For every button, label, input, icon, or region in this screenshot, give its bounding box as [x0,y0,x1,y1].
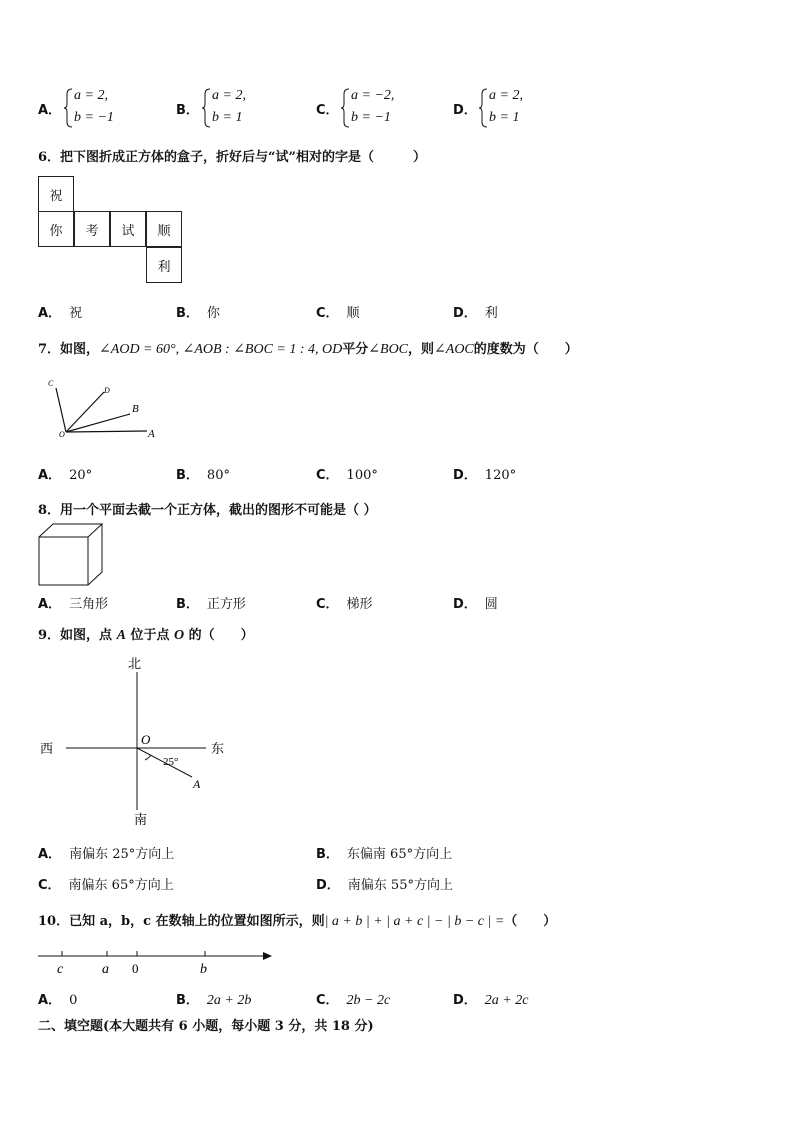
q5-c-line2: b = −1 [351,110,391,125]
q8-stem: 8．用一个平面去截一个正方体，截出的图形不可能是（ ） [38,503,377,518]
ray-ob [66,414,130,432]
cube-front [39,537,88,585]
label-angle: 25° [163,756,179,768]
net-cell-3: 考 [74,211,110,247]
ray-oa [66,431,147,432]
q6-option-d: D． 利 [453,306,498,321]
brace-icon [202,88,212,128]
ray-od [66,392,104,432]
ray-oc [56,388,66,432]
q10-option-d: D． 2a + 2c [453,993,529,1008]
q5-option-c: C． [316,103,339,118]
q10-option-a: A． 0 [38,993,78,1008]
brace-icon [64,88,74,128]
label-d: D [104,386,110,395]
label-south: 南 [134,813,148,828]
q9-stem: 9．如图，点 A 位于点 O 的（ ） [38,628,254,643]
angle-arc [145,755,151,760]
q5-b-line2: b = 1 [212,110,243,125]
brace-icon [341,88,351,128]
label-a: A [193,777,201,791]
q7-option-d: D． 120° [453,468,517,483]
label-b: B [132,403,139,415]
q9-option-d: D． 南偏东 55°方向上 [316,878,453,893]
q5-a-line1: a = 2, [74,88,108,103]
compass-figure [36,652,236,832]
net-cell-6: 利 [146,247,182,283]
q5-option-d: D． [453,103,477,118]
label-c: C [48,379,54,388]
q6-option-b: B． 你 [176,306,220,321]
label-west: 西 [40,742,54,757]
section-heading: 二、填空题(本大题共有 6 小题，每小题 3 分，共 18 分) [38,1019,374,1034]
axis-label-a: a [102,962,109,977]
q8-option-b: B． 正方形 [176,597,246,612]
q5-c-line1: a = −2, [351,88,395,103]
q5-option-a: A． [38,103,62,118]
label-o: O [141,732,151,747]
q5-a-line2: b = −1 [74,110,114,125]
q8-option-c: C． 梯形 [316,597,373,612]
label-east: 东 [211,742,225,757]
axis-label-c: c [57,962,64,977]
q6-cube-net [38,176,184,286]
q7-option-a: A． 20° [38,468,93,483]
cube-side [88,524,102,585]
q10-stem: 10．已知 a，b，c 在数轴上的位置如图所示，则| a + b | + | a + c | − | b − c | =（ ） [38,914,557,929]
label-a: A [148,428,155,440]
q5-b-line1: a = 2, [212,88,246,103]
label-o: O [59,430,65,439]
axis-label-zero: 0 [132,961,139,976]
q7-option-b: B． 80° [176,468,230,483]
q5-d-line2: b = 1 [489,110,520,125]
net-cell-2: 你 [38,211,74,247]
q10-option-b: B． 2a + 2b [176,993,252,1008]
cube-figure [38,523,104,587]
q6-option-a: A． 祝 [38,306,83,321]
label-north: 北 [128,657,142,672]
arrow-icon [263,952,272,960]
q9-option-b: B． 东偏南 65°方向上 [316,847,453,862]
q7-option-c: C． 100° [316,468,378,483]
q7-angle-figure [44,376,169,442]
q7-stem: 7．如图，∠AOD = 60°, ∠AOB : ∠BOC = 1 : 4, OD平分∠BOC，则∠AOC的度数为（ ） [38,342,578,357]
q5-option-b: B． [176,103,199,118]
q10-option-c: C． 2b − 2c [316,993,391,1008]
net-cell-5: 顺 [146,211,182,247]
net-cell-4: 试 [110,211,146,247]
q6-option-c: C． 顺 [316,306,360,321]
number-line [36,942,276,978]
net-cell-1: 祝 [38,176,74,212]
q5-d-line1: a = 2, [489,88,523,103]
q9-option-c: C． 南偏东 65°方向上 [38,878,174,893]
brace-icon [479,88,489,128]
q8-option-a: A． 三角形 [38,597,109,612]
q9-option-a: A． 南偏东 25°方向上 [38,847,175,862]
q6-stem: 6．把下图折成正方体的盒子，折好后与“试”相对的字是（ ） [38,150,427,165]
cube-top [39,524,102,537]
q8-option-d: D． 圆 [453,597,498,612]
axis-label-b: b [200,962,207,977]
